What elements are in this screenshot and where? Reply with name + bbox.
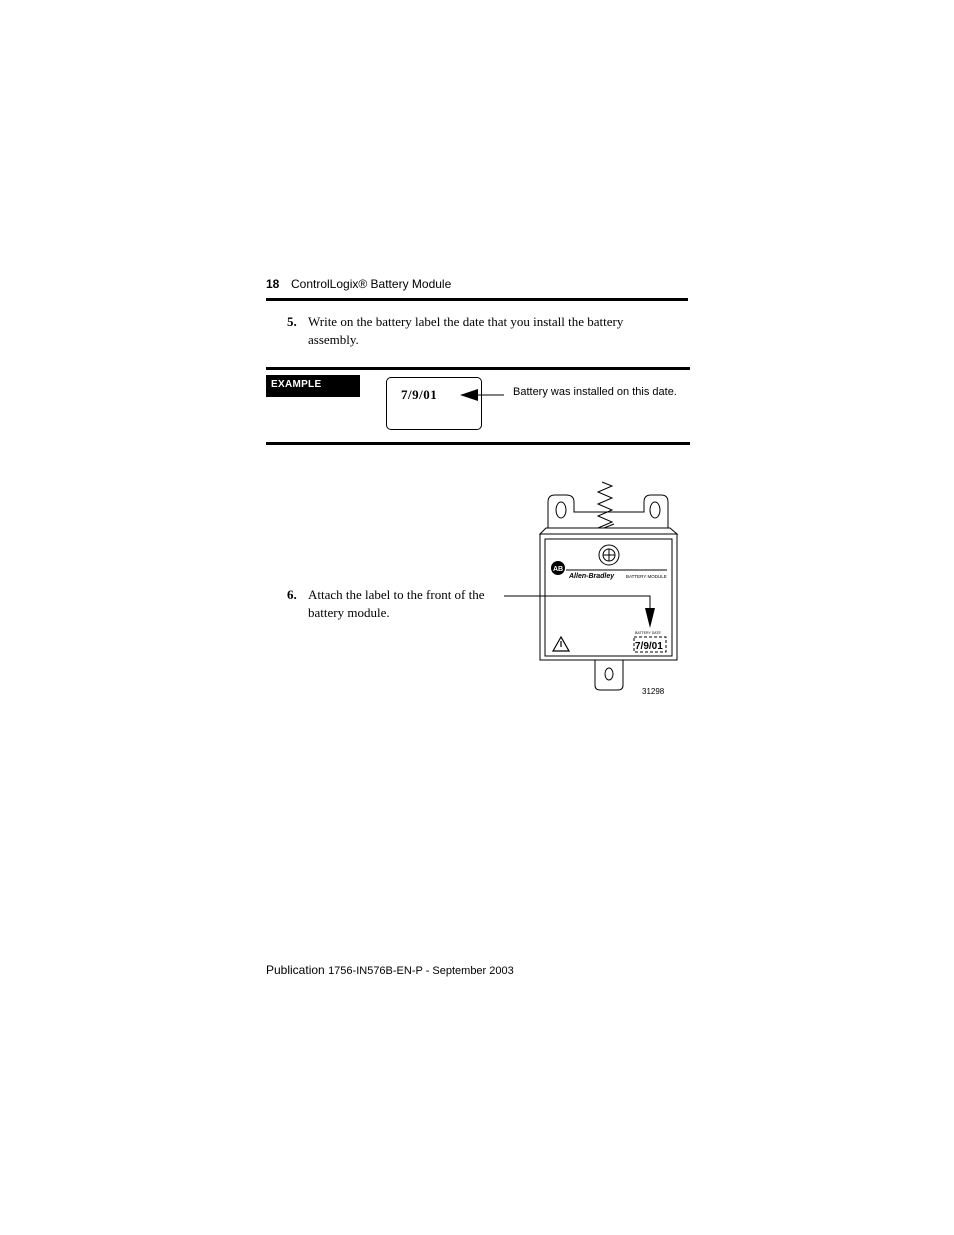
example-caption: Battery was installed on this date. bbox=[513, 386, 677, 398]
example-arrow bbox=[460, 389, 504, 401]
allen-bradley-logo bbox=[551, 561, 565, 575]
warning-triangle-icon bbox=[553, 637, 569, 651]
example-tag: EXAMPLE bbox=[266, 375, 360, 397]
step-5-line-1: Write on the battery label the date that you install the battery bbox=[308, 314, 624, 329]
footer-prefix: Publication bbox=[266, 963, 325, 977]
step-6-line-2: battery module. bbox=[308, 605, 390, 620]
brand-name: Allen-Bradley bbox=[569, 573, 615, 580]
step-6-line-1: Attach the label to the front of the bbox=[308, 587, 485, 602]
example-date: 7/9/01 bbox=[401, 387, 438, 402]
page-footer bbox=[266, 963, 514, 977]
step-5-line-2: assembly. bbox=[308, 332, 359, 347]
battery-date-heading: BATTERY DATE bbox=[635, 631, 661, 635]
battery-date-value: 7/9/01 bbox=[635, 641, 663, 652]
publication-id: 1756-IN576B-EN-P - September 2003 bbox=[328, 965, 514, 977]
page-number: 18 bbox=[266, 277, 280, 291]
running-title: ControlLogix® Battery Module bbox=[291, 277, 452, 291]
step-6-arrow bbox=[504, 596, 655, 628]
step-5-number: 5. bbox=[287, 314, 297, 329]
module-name: BATTERY MODULE bbox=[626, 574, 667, 579]
figure-number: 31298 bbox=[642, 687, 665, 696]
battery-module-illustration bbox=[540, 482, 677, 690]
step-6-number: 6. bbox=[287, 587, 297, 602]
logo-text: AB bbox=[552, 566, 564, 573]
